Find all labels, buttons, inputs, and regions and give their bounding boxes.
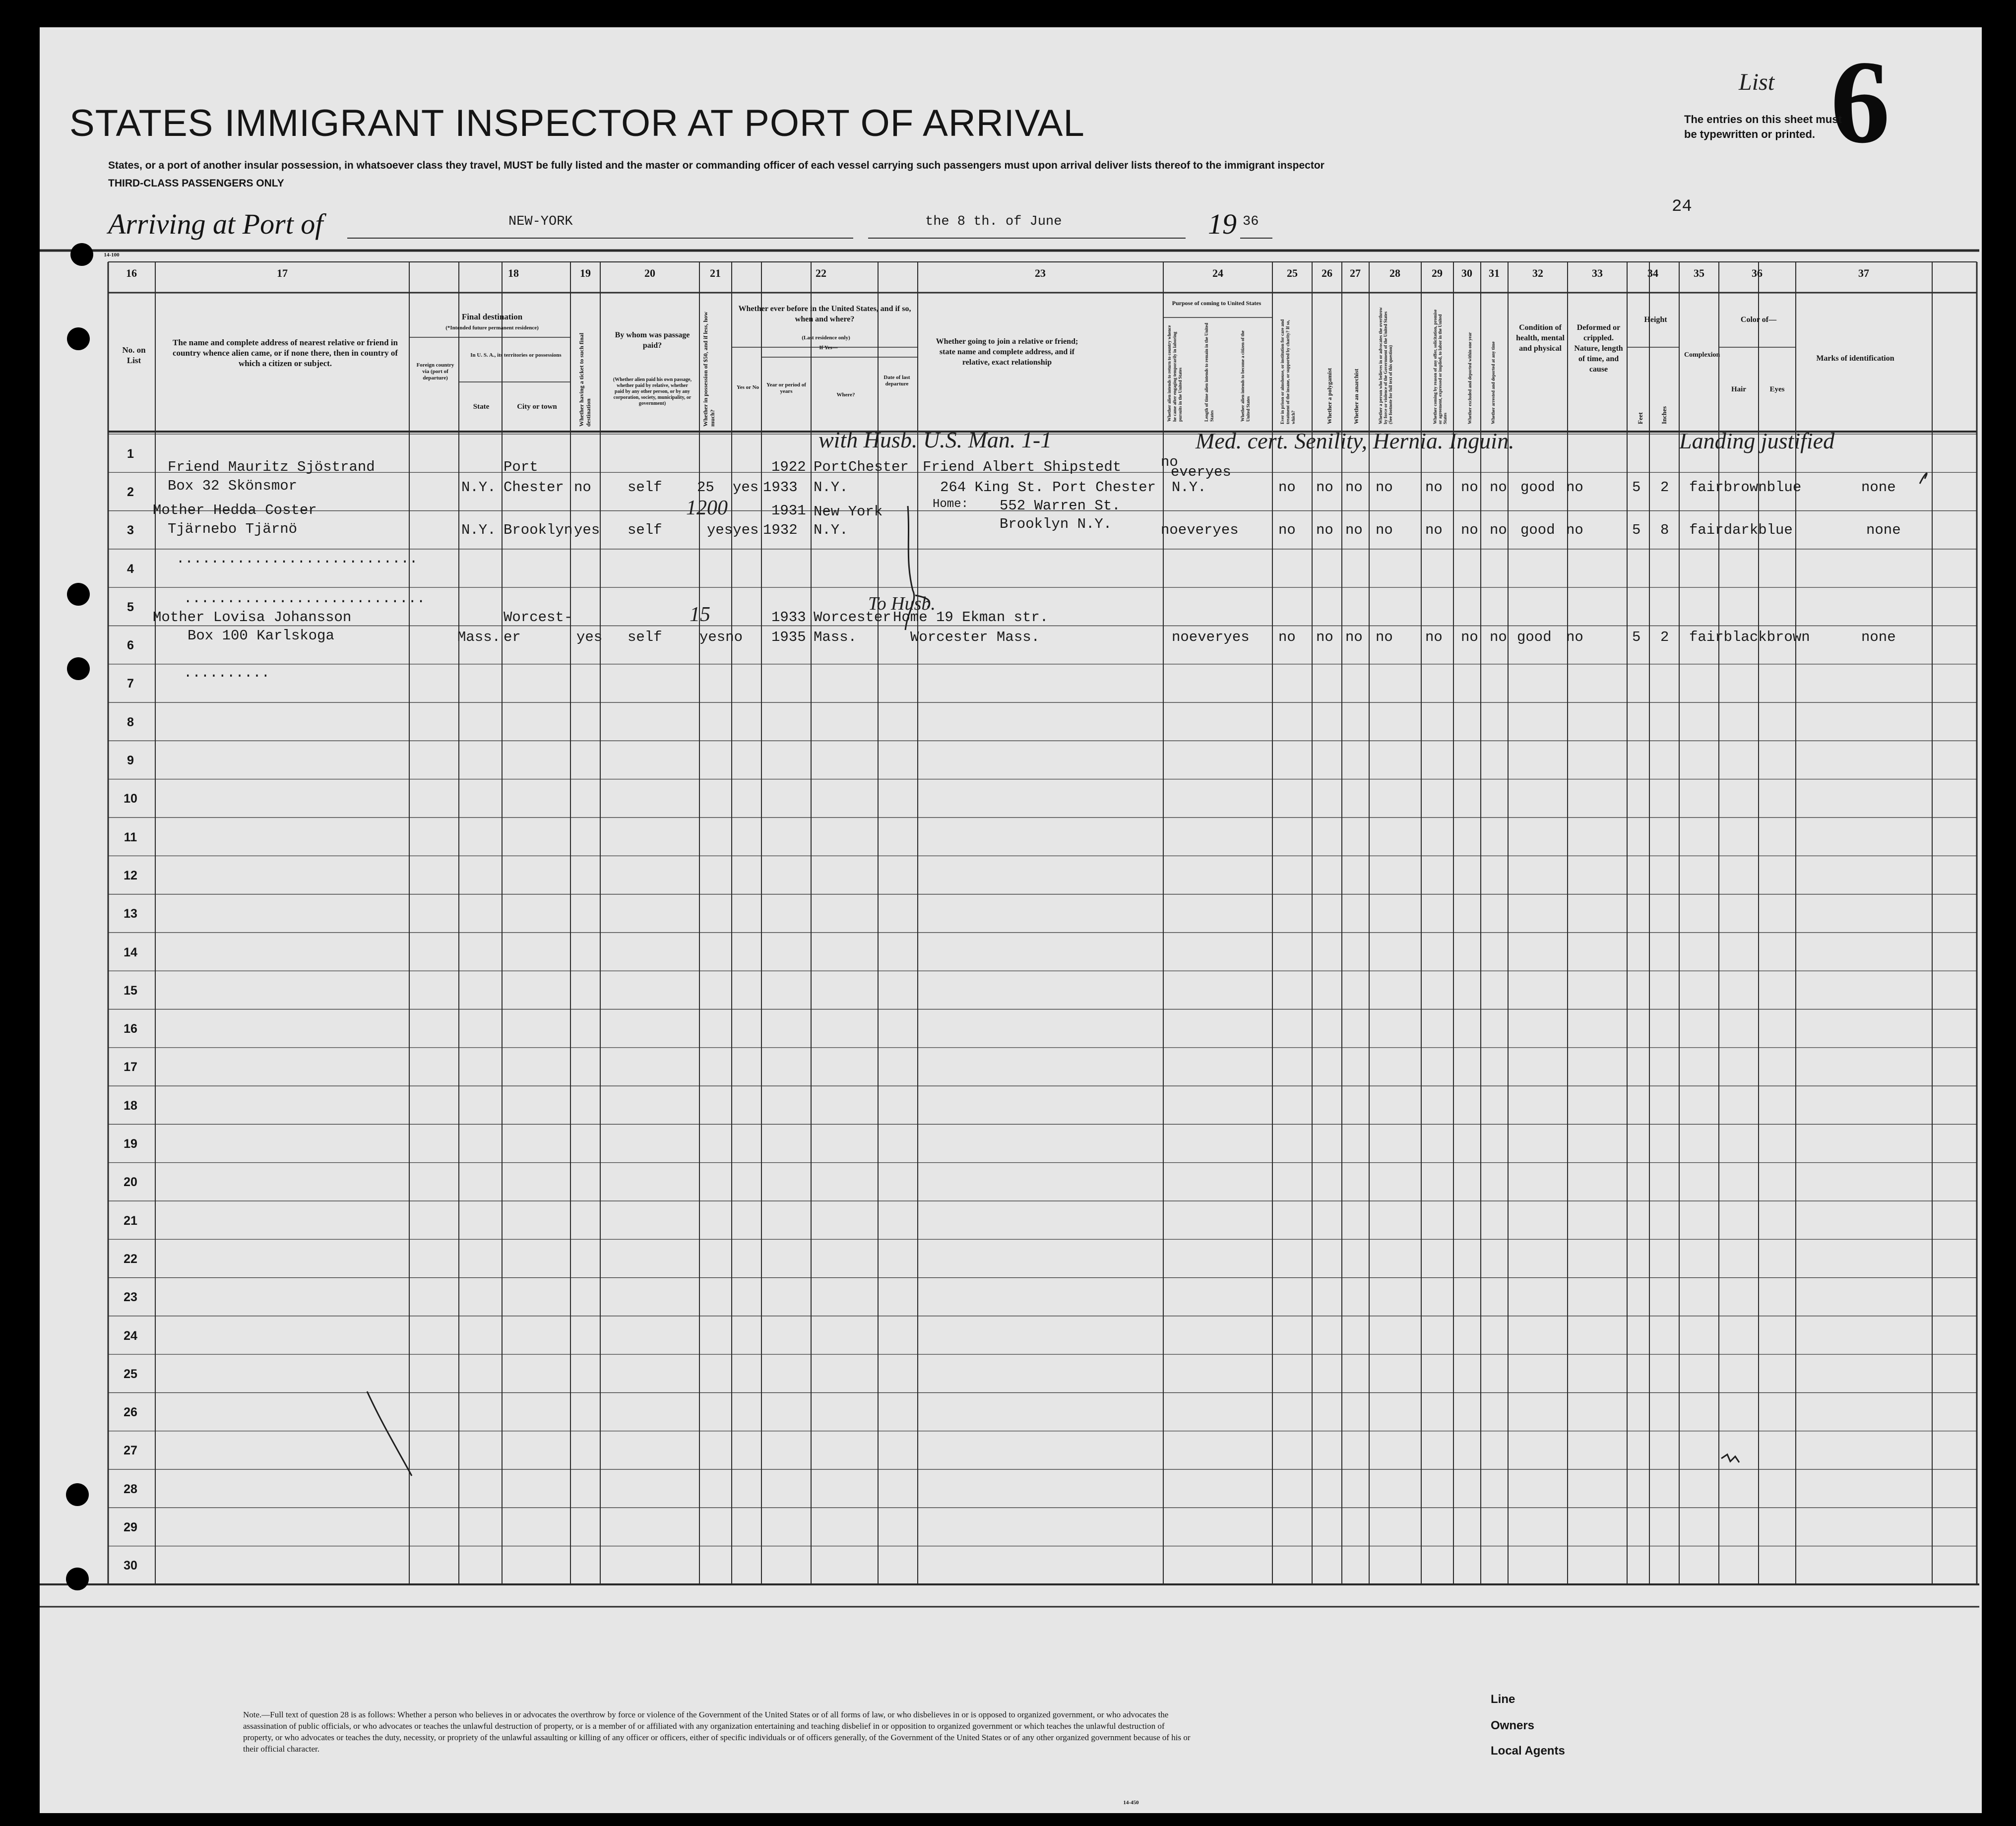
row-number: 28 [124, 1482, 137, 1496]
row-number: 11 [124, 830, 137, 844]
row2-feet: 5 [1632, 522, 1641, 538]
column-number: 21 [710, 267, 721, 279]
header-state: State [473, 403, 490, 411]
row1-q31: no [1490, 479, 1507, 496]
row-number: 23 [124, 1290, 137, 1305]
row5-joining-line2: Worcester Mass. [910, 629, 1040, 645]
arriving-label: Arriving at Port of [108, 208, 323, 240]
header-q29: Whether coming by reason of any offer, solicitation, promise or agreement, expressed or implied, to labor in the United States [1433, 309, 1448, 424]
handwritten-strokes [367, 473, 1927, 1476]
row2-before: yesyes [707, 522, 759, 538]
row1-feet: 5 [1632, 479, 1641, 496]
row5-q30: no [1461, 629, 1478, 645]
header-no-on-list: No. on List [122, 345, 146, 365]
header-purpose: Purpose of coming to United States [1172, 300, 1261, 307]
header-hair: Hair [1731, 385, 1746, 393]
row5-money: 15 [690, 603, 710, 626]
header-before-us: Whether ever before in the United States, and if so, when and where? [738, 305, 911, 323]
header-city: City or town [517, 403, 557, 411]
row5-passage: self [628, 629, 662, 645]
row5-q28: no [1376, 629, 1393, 645]
column-number: 24 [1212, 267, 1223, 279]
row1-purpose-a: no [1161, 454, 1178, 470]
row5-feet: 5 [1632, 629, 1641, 645]
column-number: 23 [1035, 267, 1046, 279]
header-yes-no: Yes or No [737, 384, 759, 390]
row6-dots: .......... [184, 665, 270, 681]
header-q28: Whether a person who believes in or advocates the overthrow by force or violence of the Government of the United States (See footnote for full text of this question) [1378, 307, 1393, 424]
row-number: 6 [127, 638, 134, 653]
row2-joining-line2: Brooklyn N.Y. [1000, 516, 1112, 532]
row5-q26: no [1316, 629, 1333, 645]
row-number: 3 [127, 523, 134, 538]
row2-inches: 8 [1660, 522, 1669, 538]
row5-q29: no [1425, 629, 1443, 645]
header-prison: Ever in prison or almshouse, or institution for care and treatment of the insane, or supported by charity? If so, which? [1280, 319, 1296, 424]
header-money: Whether in possession of $50, and if less, how much? [702, 312, 716, 427]
binder-hole [67, 583, 90, 606]
row2-where-line1: New York [814, 504, 883, 520]
row5-joining-line1: Home 19 Ekman str. [893, 609, 1049, 626]
header-where: Where? [836, 392, 855, 398]
row2-ticket: yes [574, 522, 600, 538]
row-number: 16 [124, 1022, 137, 1036]
row5-condition: good [1517, 629, 1552, 645]
row-number: 17 [124, 1060, 137, 1074]
row-number: 18 [124, 1098, 137, 1113]
footer-line-label: Line [1491, 1693, 1515, 1706]
column-number: 28 [1389, 267, 1400, 279]
row1-where-line2: N.Y. [814, 479, 848, 496]
row-number: 20 [124, 1175, 137, 1190]
row5-state: Mass. [457, 629, 501, 645]
row1-passage: self [628, 479, 662, 496]
row1-q27: no [1345, 479, 1363, 496]
row1-city-line2: Chester [504, 479, 564, 496]
row1-where-line1b: Chester [848, 459, 909, 475]
row1-state: N.Y. [461, 479, 496, 496]
row2-q31: no [1490, 522, 1507, 538]
binder-hole [66, 1483, 89, 1506]
page-subtitle: States, or a port of another insular possession, in whatsoever class they travel, MUST be fully listed and the master or commanding officer of each vessel carrying such passengers must upon arrival deliver lists thereof to the immigrant inspector [108, 160, 1324, 171]
row1-joining-line1: Friend Albert Shipstedt [923, 459, 1122, 475]
row2-condition: good [1520, 522, 1555, 538]
row1-q25: no [1278, 479, 1296, 496]
row1-inches: 2 [1660, 479, 1669, 496]
row-number: 1 [127, 446, 134, 461]
header-marks: Marks of identification [1816, 354, 1894, 363]
page-title: STATES IMMIGRANT INSPECTOR AT PORT OF ARRIVAL [69, 102, 1085, 144]
row1-complexion-hair-eyes: fairbrownblue [1689, 479, 1802, 496]
row-number: 15 [124, 983, 137, 998]
binder-hole [67, 657, 90, 680]
row-number: 9 [127, 754, 134, 768]
row1-relative-line1: Friend Mauritz Sjöstrand [168, 459, 375, 475]
row5-deformed: no [1566, 629, 1583, 645]
header-anarchist: Whether an anarchist [1353, 369, 1360, 424]
row-number: 27 [124, 1444, 137, 1458]
row2-q29: no [1425, 522, 1443, 538]
row1-marks: none [1861, 479, 1896, 496]
row-number: 25 [124, 1367, 137, 1381]
row-number: 21 [124, 1213, 137, 1228]
row1-q28: no [1376, 479, 1393, 496]
binder-hole [66, 1568, 89, 1590]
row2-joining-label: Home: [933, 498, 969, 511]
row2-q25: no [1278, 522, 1296, 538]
row5-relative-line2: Box 100 Karlskoga [188, 628, 334, 644]
row1-handwritten-medical: Med. cert. Senility, Hernia. Inguin. [1196, 428, 1514, 453]
column-number: 35 [1694, 267, 1704, 279]
row1-q30: no [1461, 479, 1478, 496]
header-feet: Feet [1637, 412, 1644, 424]
header-purpose-c: Whether alien intends to become a citizen of the United States [1240, 330, 1251, 422]
row5-city-line1: Worcest- [504, 609, 573, 626]
row-number: 22 [124, 1252, 137, 1266]
row2-deformed: no [1566, 522, 1583, 538]
column-number: 20 [644, 267, 655, 279]
row1-years-line1: 1922 [771, 459, 806, 475]
footer-owners-label: Owners [1491, 1719, 1535, 1732]
row5-purpose: noeveryes [1172, 629, 1250, 645]
row-number: 7 [127, 677, 134, 691]
row5-marks: none [1861, 629, 1896, 645]
row1-joining-line2: 264 King St. Port Chester [940, 479, 1156, 496]
row5-years-line1: 1933 [771, 609, 806, 626]
row3-dots: ............................ [176, 551, 418, 567]
row1-where-line1: Port [814, 459, 848, 475]
typewritten-notice-2: be typewritten or printed. [1684, 128, 1816, 140]
column-number: 36 [1752, 267, 1763, 279]
date-value: the 8 th. of June [925, 214, 1062, 229]
port-value: NEW-YORK [508, 214, 573, 229]
row5-handwritten-husband: To Husb. [868, 593, 936, 614]
header-q31: Whether arrested and deported at any time [1491, 341, 1496, 424]
column-number: 37 [1858, 267, 1869, 279]
row1-ticket: no [574, 479, 591, 496]
row-number: 10 [124, 792, 137, 806]
row-number: 14 [124, 945, 137, 959]
header-complexion: Complexion [1684, 351, 1720, 359]
row-number: 30 [124, 1559, 137, 1573]
row5-ticket: yes [576, 629, 603, 645]
year-prefix: 19 [1208, 208, 1237, 240]
row-number: 4 [127, 562, 134, 576]
header-eyes: Eyes [1769, 385, 1785, 393]
header-height: Height [1644, 315, 1667, 324]
row1-q29: no [1425, 479, 1443, 496]
column-number: 22 [816, 267, 826, 279]
header-last-residence: (Last residence only) [802, 335, 850, 341]
row2-q26: no [1316, 522, 1333, 538]
column-number: 18 [508, 267, 519, 279]
header-polygamist: Whether a polygamist [1326, 368, 1333, 424]
row-number: 8 [127, 715, 134, 729]
row-number: 19 [124, 1137, 137, 1151]
footer-agents-label: Local Agents [1491, 1744, 1565, 1758]
row2-money: 1200 [686, 497, 728, 519]
header-relative-abroad: The name and complete address of nearest relative or friend in country whence alien came, or if none there, then in country of which a citizen or subject. [172, 338, 398, 368]
row2-relative-line2: Tjärnebo Tjärnö [168, 521, 298, 537]
header-purpose-a: Whether alien intends to return to country whence he came after engaging temporarily in laboring pursuits in the United States [1167, 325, 1183, 422]
header-in-usa: In U. S. A., its territories or possessions [470, 352, 562, 358]
row1-deformed: no [1566, 479, 1583, 496]
column-number: 30 [1461, 267, 1472, 279]
row5-where-line1: Worcester [814, 609, 891, 626]
row5-q27: no [1345, 629, 1363, 645]
footnote-q28: Note.—Full text of question 28 is as follows: Whether a person who believes in or advocates the overthrow by force or violence of the Government of the United States or of all forms of law, or who disbelieves in or is opposed to organized government, or who advocates the assassination of public officials, or who advocates or teaches the unlawful destruction of property, or is a member of or affiliated with any organization entertaining and teaching disbelief in or opposition to organized government or which teaches the unlawful destruction of property, or who advocates or teaches the duty, necessity, or propriety of the unlawful assaulting or killing of any officer or officers, either of specific individuals or of officers generally, of the Government of the United States or of any other organized government because of his or their official character. [243, 1710, 1191, 1754]
column-number: 19 [580, 267, 591, 279]
footer-form-code: 14-450 [1123, 1800, 1139, 1806]
column-number: 16 [126, 267, 137, 279]
row2-q27: no [1345, 522, 1363, 538]
header-final-destination: Final destination [461, 312, 523, 321]
header-passage: By whom was passage paid? [615, 331, 690, 350]
header-q30: Whether excluded and deported within one year [1467, 332, 1472, 424]
header-inches: Inches [1660, 406, 1668, 424]
row2-complexion-hair-eyes: fairdarkblue [1689, 522, 1793, 538]
row-number: 5 [127, 600, 134, 614]
row-number: 26 [124, 1405, 137, 1420]
row2-state: N.Y. [461, 522, 496, 538]
row1-before: yes [733, 479, 759, 496]
row2-city: Brooklyn [504, 522, 573, 538]
column-number: 25 [1287, 267, 1298, 279]
row1-purpose-b: everyes [1171, 464, 1231, 480]
row2-purpose: noeveryes [1161, 522, 1239, 538]
row2-q28: no [1376, 522, 1393, 538]
row1-q26: no [1316, 479, 1333, 496]
typewritten-notice-1: The entries on this sheet must [1684, 113, 1842, 126]
header-if-yes: If Yes— [819, 345, 838, 351]
column-number: 32 [1532, 267, 1543, 279]
header-purpose-b: Length of time alien intends to remain in the United States [1204, 322, 1214, 422]
row5-before: yesno [699, 629, 743, 645]
row-number: 2 [127, 485, 134, 499]
row1-handwritten-husband: with Husb. U.S. Man. 1-1 [819, 427, 1052, 452]
column-number: 34 [1647, 267, 1658, 279]
row-number: 24 [124, 1328, 137, 1343]
row2-years-line2: 1932 [763, 522, 798, 538]
row-number: 13 [124, 907, 137, 921]
row-number: 12 [124, 868, 137, 882]
column-number: 17 [277, 267, 288, 279]
header-final-destination-note: (*Intended future permanent residence) [445, 325, 539, 331]
row5-complexion-hair-eyes: fairblackbrown [1689, 629, 1810, 645]
year-suffix: 36 [1243, 214, 1259, 229]
form-code: 14-100 [104, 252, 120, 258]
row5-q31: no [1490, 629, 1507, 645]
row-number: 29 [124, 1520, 137, 1535]
header-year-period: Year or period of years [766, 382, 806, 394]
row5-inches: 2 [1660, 629, 1669, 645]
header-joining: Whether going to join a relative or friend; state name and complete address, and if relative, exact relationship [936, 337, 1078, 367]
list-label: List [1739, 69, 1775, 95]
row5-q25: no [1278, 629, 1296, 645]
header-foreign-country: Foreign country via (port of departure) [416, 362, 454, 381]
row5-relative-line1: Mother Lovisa Johansson [153, 609, 352, 626]
class-line: THIRD-CLASS PASSENGERS ONLY [108, 178, 284, 189]
binder-hole [67, 327, 90, 350]
row1-condition: good [1520, 479, 1555, 496]
column-number: 31 [1489, 267, 1500, 279]
row5-where-line2: Mass. [814, 629, 857, 645]
binder-hole [70, 243, 93, 266]
row2-passage: self [628, 522, 662, 538]
row4-dots: ............................ [184, 590, 426, 607]
column-number: 29 [1432, 267, 1443, 279]
list-number: 6 [1830, 36, 1890, 168]
column-number: 33 [1592, 267, 1603, 279]
row2-years-line1: 1931 [771, 503, 806, 519]
sheet-number: 24 [1672, 197, 1692, 216]
header-deformed: Deformed or crippled. Nature, length of time, and cause [1574, 323, 1623, 374]
header-color-of: Color of— [1740, 315, 1777, 324]
row1-years-line2: 1933 [763, 479, 798, 496]
row2-joining-line1: 552 Warren St. [1000, 498, 1121, 514]
header-condition: Condition of health, mental and physical [1516, 323, 1565, 353]
header-passage-note: (Whether alien paid his own passage, whether paid by relative, whether paid by any other person, or by any corporation, society, municipality, or government) [613, 377, 692, 406]
column-number: 26 [1322, 267, 1332, 279]
row5-years-line2: 1935 [771, 629, 806, 645]
row2-where-line2: N.Y. [814, 522, 848, 538]
row1-relative-line2: Box 32 Skönsmor [168, 478, 298, 494]
column-number: 27 [1350, 267, 1361, 279]
row2-relative-line1: Mother Hedda Coster [153, 502, 317, 518]
header-last-departure: Date of last departure [883, 375, 910, 387]
row2-marks: none [1866, 522, 1901, 538]
row1-handwritten-landing: Landing justified [1679, 428, 1835, 453]
row1-city-line1: Port [504, 459, 538, 475]
row1-purpose-c: N.Y. [1172, 479, 1206, 496]
row2-q30: no [1461, 522, 1478, 538]
row1-money: 25 [697, 479, 714, 496]
header-ticket: Whether having a ticket to such final destination [578, 332, 592, 427]
row5-city-line2: er [504, 629, 521, 645]
